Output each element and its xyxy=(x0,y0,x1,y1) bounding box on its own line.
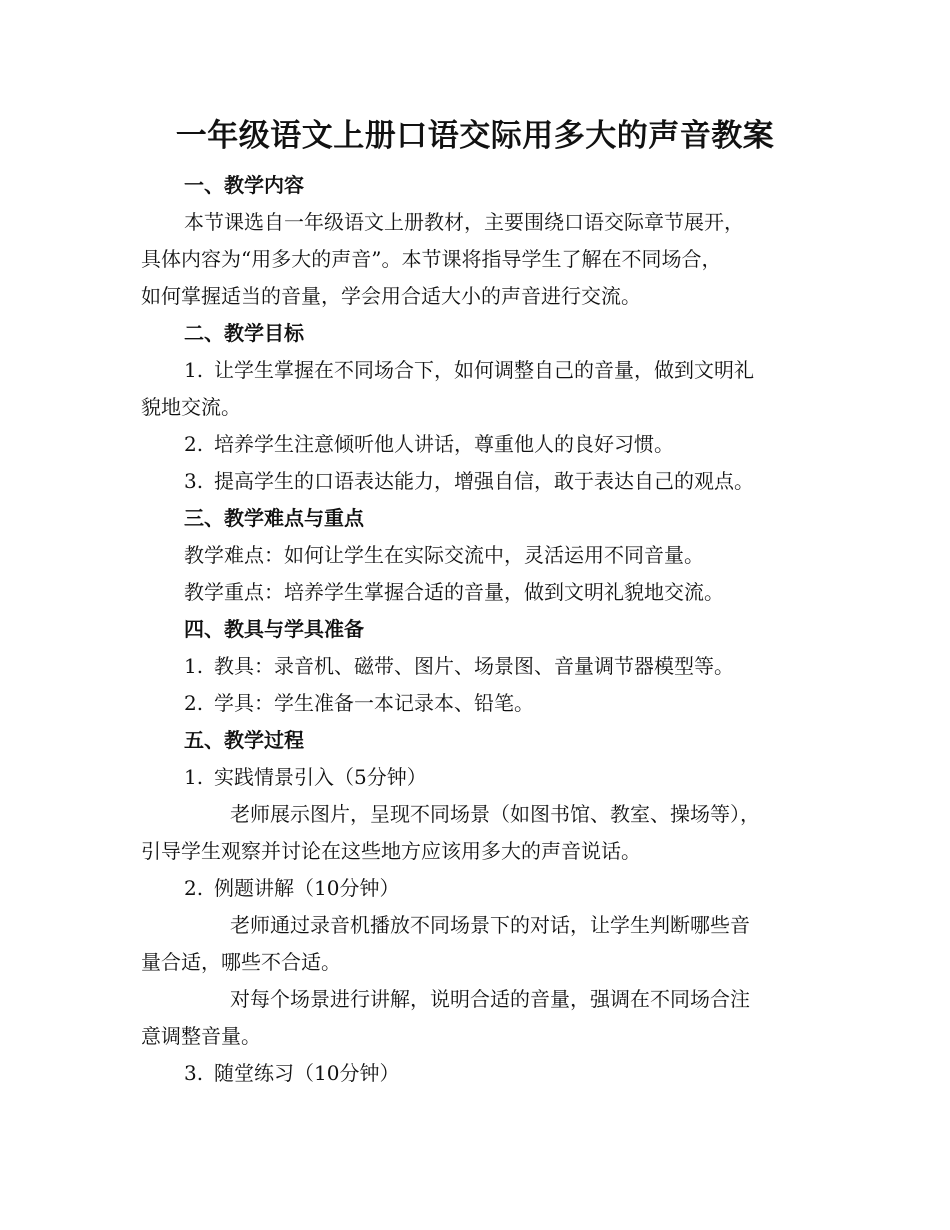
list-item xyxy=(184,426,854,463)
section-heading-goals: 二、教学目标 xyxy=(184,321,304,345)
paragraph-line: 具体内容为“用多大的声音”。本节课将指导学生了解在不同场合， xyxy=(141,247,722,271)
paragraph-line: 本节课选自一年级语文上册教材，主要围绕口语交际章节展开， xyxy=(184,210,744,234)
list-item xyxy=(184,463,854,500)
list-item-text: 培养学生注意倾听他人讲话，尊重他人的良好习惯。 xyxy=(214,432,674,456)
list-item-text: 教具：录音机、磁带、图片、场景图、音量调节器模型等。 xyxy=(214,654,734,678)
list-item xyxy=(184,648,854,685)
paragraph-line: 教学难点：如何让学生在实际交流中，灵活运用不同音量。 xyxy=(184,543,704,567)
process-step-number: 1. xyxy=(184,765,204,789)
section-heading-process: 五、教学过程 xyxy=(184,728,304,752)
paragraph-line: 量合适，哪些不合适。 xyxy=(141,950,341,974)
list-item-number: 3. xyxy=(184,469,204,493)
process-step-title: 例题讲解（10分钟） xyxy=(214,876,400,900)
process-step-number: 2. xyxy=(184,876,204,900)
list-item-continuation: 貌地交流。 xyxy=(141,395,241,419)
list-item-number: 2. xyxy=(184,432,204,456)
paragraph-line: 老师通过录音机播放不同场景下的对话，让学生判断哪些音 xyxy=(230,913,750,937)
list-item xyxy=(184,352,854,389)
paragraph-line: 老师展示图片，呈现不同场景（如图书馆、教室、操场等）， xyxy=(230,802,760,826)
list-item-text: 学具：学生准备一本记录本、铅笔。 xyxy=(214,691,534,715)
section-heading-key-points: 三、教学难点与重点 xyxy=(184,506,364,530)
paragraph-line: 如何掌握适当的音量，学会用合适大小的声音进行交流。 xyxy=(141,284,641,308)
list-item xyxy=(184,685,854,722)
list-item-number: 1. xyxy=(184,654,204,678)
process-step xyxy=(184,759,854,796)
section-heading-content: 一、教学内容 xyxy=(184,173,304,197)
process-step-title: 实践情景引入（5分钟） xyxy=(214,765,427,789)
document-title: 一年级语文上册口语交际用多大的声音教案 xyxy=(175,118,775,154)
paragraph-line: 教学重点：培养学生掌握合适的音量，做到文明礼貌地交流。 xyxy=(184,580,724,604)
paragraph-line: 意调整音量。 xyxy=(141,1024,261,1048)
list-item-text: 提高学生的口语表达能力，增强自信，敢于表达自己的观点。 xyxy=(214,469,754,493)
list-item-text: 让学生掌握在不同场合下，如何调整自己的音量，做到文明礼 xyxy=(214,358,754,382)
process-step xyxy=(184,1055,854,1092)
paragraph-line: 对每个场景进行讲解，说明合适的音量，强调在不同场合注 xyxy=(230,987,750,1011)
list-item-number: 2. xyxy=(184,691,204,715)
process-step-title: 随堂练习（10分钟） xyxy=(214,1061,400,1085)
section-heading-materials: 四、教具与学具准备 xyxy=(184,617,364,641)
process-step xyxy=(184,870,854,907)
list-item-number: 1. xyxy=(184,358,204,382)
process-step-number: 3. xyxy=(184,1061,204,1085)
paragraph-line: 引导学生观察并讨论在这些地方应该用多大的声音说话。 xyxy=(141,839,641,863)
